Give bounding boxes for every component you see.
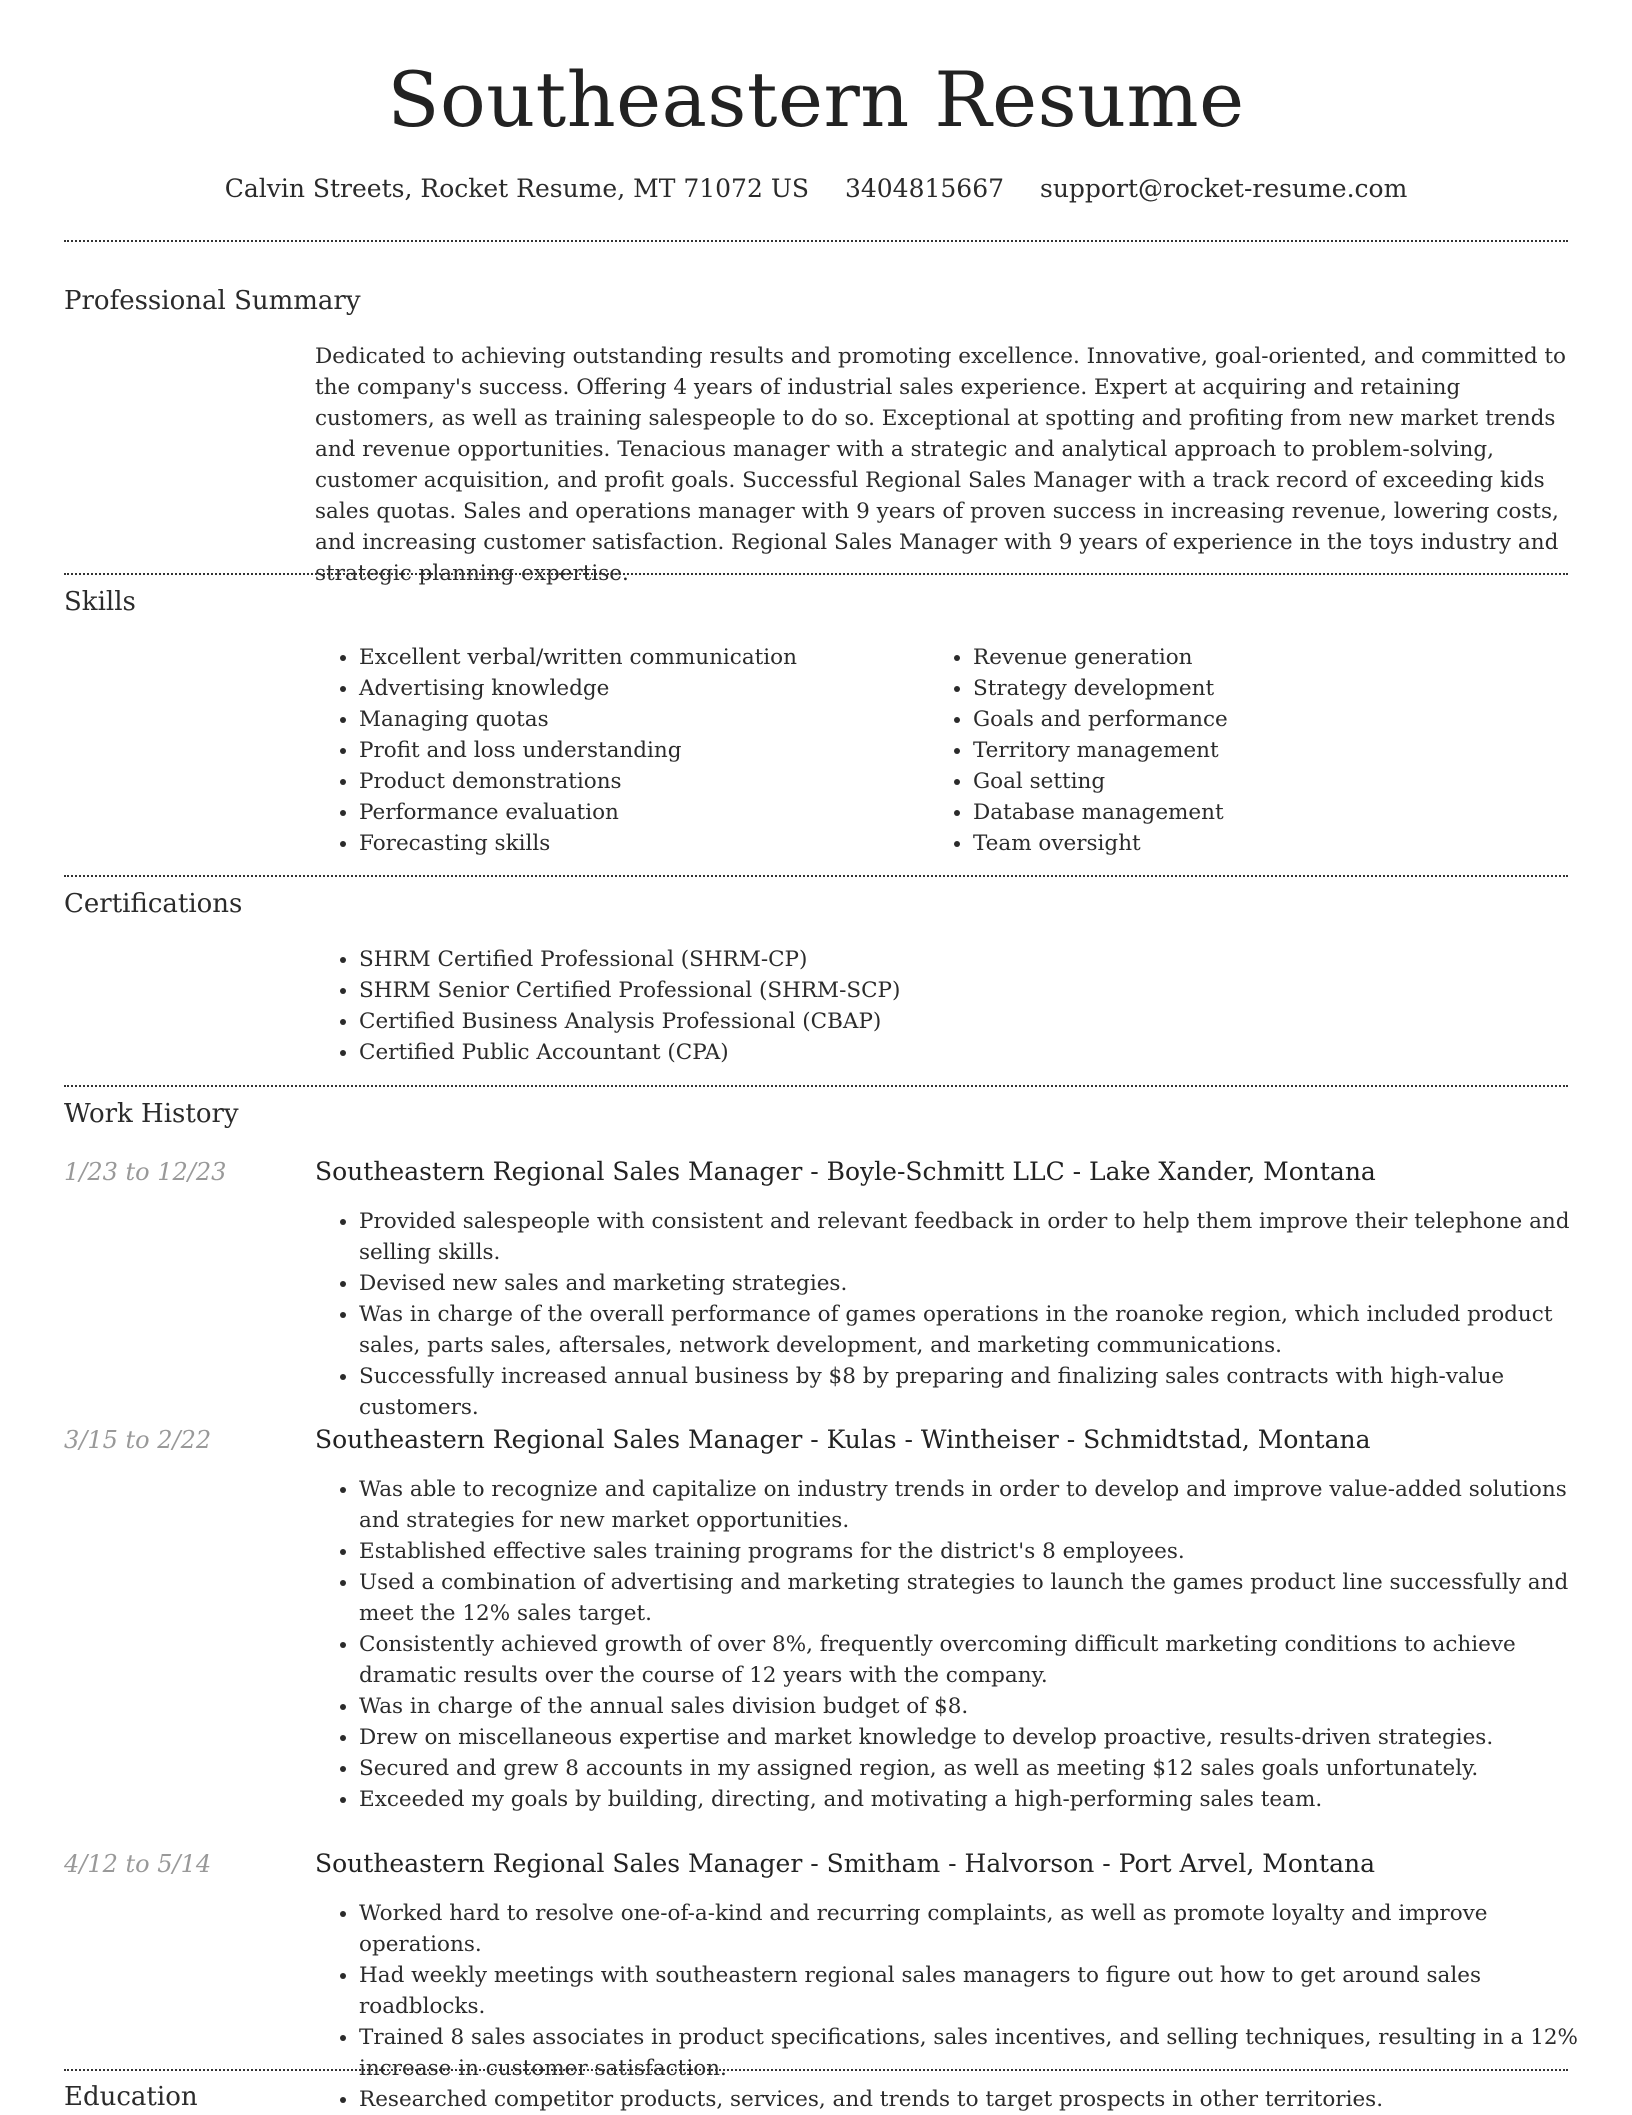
job-bullet: • Provided salespeople with consistent and relevant feedback in order to help them improve their telephone and selling skills. — [359, 1206, 1612, 1268]
certification-item: • SHRM Certified Professional (SHRM-CP) — [359, 944, 1559, 975]
job-bullet: • Secured and grew 8 accounts in my assigned region, as well as meeting $12 sales goals unfortunately. — [359, 1753, 1612, 1784]
contact-line — [0, 170, 1632, 208]
section-title-education: Education — [64, 2082, 198, 2112]
divider — [64, 240, 1568, 242]
job-bullet: • Had weekly meetings with southeastern regional sales managers to figure out how to get around sales roadblocks. — [359, 1960, 1612, 2022]
job-bullet: • Was in charge of the annual sales division budget of $8. — [359, 1691, 1612, 1722]
job-bullets — [315, 1898, 1612, 2115]
job-dates: 4/12 to 5/14 — [64, 1850, 212, 1878]
section-title-skills: Skills — [64, 587, 136, 617]
job-bullet: • Was able to recognize and capitalize on industry trends in order to develop and improve value-added solutions and strategies for new market opportunities. — [359, 1474, 1612, 1536]
job-heading: Southeastern Regional Sales Manager - Kulas - Wintheiser - Schmidtstad, Montana — [315, 1425, 1371, 1454]
job-bullet: • Trained 8 sales associates in product specifications, sales incentives, and selling techniques, resulting in a 12% increase in customer satisfaction. — [359, 2022, 1612, 2084]
skill-item: • Goal setting — [973, 766, 1533, 797]
section-title-certifications: Certifications — [64, 889, 243, 919]
job-bullet: • Successfully increased annual business by $8 by preparing and finalizing sales contracts with high-value customers. — [359, 1361, 1612, 1423]
job-dates: 3/15 to 2/22 — [64, 1426, 212, 1454]
skill-item: • Territory management — [973, 735, 1533, 766]
skill-item: • Goals and performance — [973, 704, 1533, 735]
job-bullet: • Established effective sales training programs for the district's 8 employees. — [359, 1536, 1612, 1567]
skill-item: • Managing quotas — [359, 704, 919, 735]
skill-item: • Team oversight — [973, 828, 1533, 859]
job-bullets — [315, 1206, 1612, 1423]
certification-item: • SHRM Senior Certified Professional (SHRM-SCP) — [359, 975, 1559, 1006]
skill-item: • Advertising knowledge — [359, 673, 919, 704]
contact-address: Calvin Streets, Rocket Resume, MT 71072 US — [224, 174, 810, 203]
section-title-work-history: Work History — [64, 1099, 239, 1129]
job-bullet: • Drew on miscellaneous expertise and market knowledge to develop proactive, results-driven strategies. — [359, 1722, 1612, 1753]
certifications-list — [315, 944, 1559, 1068]
job-bullet: • Consistently achieved growth of over 8%, frequently overcoming difficult marketing conditions to achieve dramatic results over the course of 12 years with the company. — [359, 1629, 1612, 1691]
job-bullets — [315, 1474, 1612, 1815]
summary-text: Dedicated to achieving outstanding results and promoting excellence. Innovative, goal-oriented, and committed to the company's success. Offering 4 years of industrial sales experience. Expert at acquiring and retaining customers, as well as training salespeople to do so. Exceptional at spotting and profiting from new market trends and revenue opportunities. Tenacious manager with a strategic and analytical approach to problem-solving, customer acquisition, and profit goals. Successful Regional Sales Manager with a track record of exceeding kids sales quotas. Sales and operations manager with 9 years of proven success in increasing revenue, lowering costs, and increasing customer satisfaction. Regional Sales Manager with 9 years of experience in the toys industry and strategic planning expertise. — [315, 344, 1566, 586]
job-bullet: • Exceeded my goals by building, directing, and motivating a high-performing sales team. — [359, 1784, 1612, 1815]
section-title-summary: Professional Summary — [64, 286, 361, 316]
skills-list-right — [929, 642, 1533, 859]
divider — [64, 1085, 1568, 1087]
certification-item: • Certified Business Analysis Professional (CBAP) — [359, 1006, 1559, 1037]
skill-item: • Product demonstrations — [359, 766, 919, 797]
job-dates: 1/23 to 12/23 — [64, 1158, 227, 1186]
divider — [64, 875, 1568, 877]
job-bullet: • Devised new sales and marketing strategies. — [359, 1268, 1612, 1299]
skill-item: • Revenue generation — [973, 642, 1533, 673]
divider — [64, 573, 1568, 575]
contact-email[interactable]: support@rocket-resume.com — [1039, 174, 1408, 203]
skill-item: • Forecasting skills — [359, 828, 919, 859]
skill-item: • Profit and loss understanding — [359, 735, 919, 766]
job-bullet: • Was in charge of the overall performance of games operations in the roanoke region, which included product sales, parts sales, aftersales, network development, and marketing communications. — [359, 1299, 1612, 1361]
certification-item: • Certified Public Accountant (CPA) — [359, 1037, 1559, 1068]
divider — [64, 2069, 1568, 2071]
contact-phone: 3404815667 — [844, 174, 1005, 203]
job-bullet: • Researched competitor products, services, and trends to target prospects in other territories. — [359, 2084, 1612, 2115]
job-bullet: • Worked hard to resolve one-of-a-kind and recurring complaints, as well as promote loyalty and improve operations. — [359, 1898, 1612, 1960]
job-heading: Southeastern Regional Sales Manager - Boyle-Schmitt LLC - Lake Xander, Montana — [315, 1157, 1376, 1186]
skill-item: • Database management — [973, 797, 1533, 828]
skill-item: • Performance evaluation — [359, 797, 919, 828]
skill-item: • Strategy development — [973, 673, 1533, 704]
job-bullet: • Used a combination of advertising and marketing strategies to launch the games product line successfully and meet the 12% sales target. — [359, 1567, 1612, 1629]
job-heading: Southeastern Regional Sales Manager - Smitham - Halvorson - Port Arvel, Montana — [315, 1849, 1376, 1878]
skill-item: • Excellent verbal/written communication — [359, 642, 919, 673]
resume-title: Southeastern Resume — [387, 55, 1245, 144]
skills-list-left — [315, 642, 919, 859]
